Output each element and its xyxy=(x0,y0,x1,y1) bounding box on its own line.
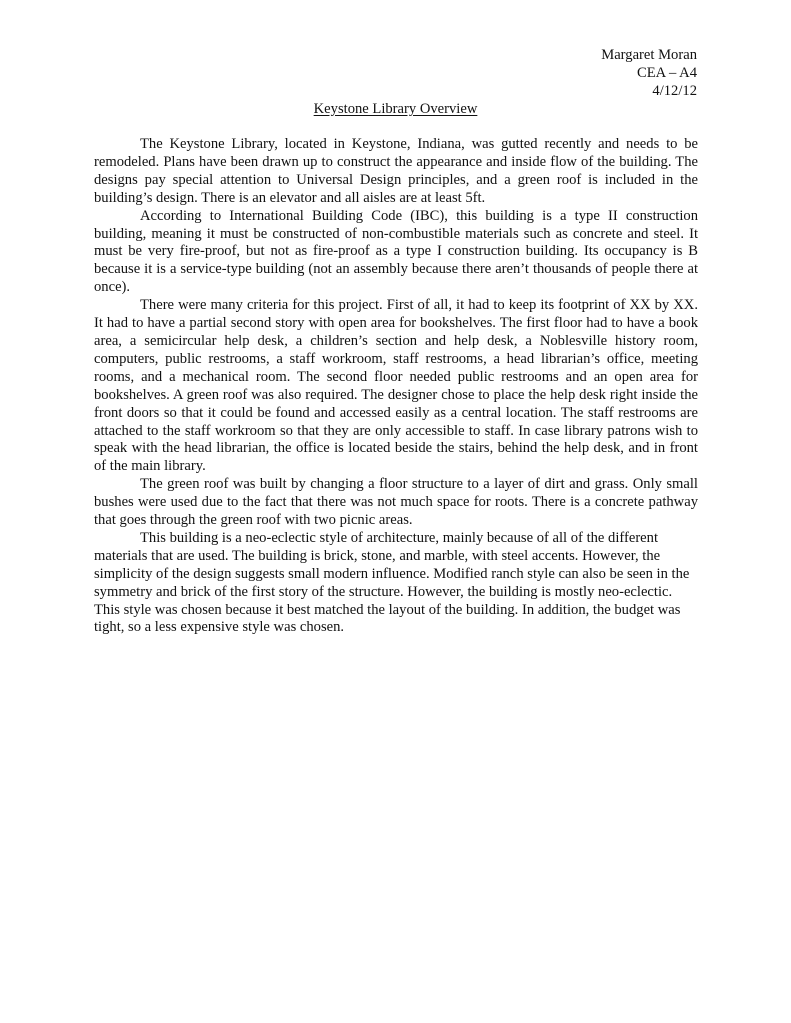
header-block xyxy=(601,46,697,100)
paragraph-criteria: There were many criteria for this project. First of all, it had to keep its footprint of XX by XX. It had to have a partial second story with open area for bookshelves. The first floor had to have a book area, a semicircular help desk, a children’s section and help desk, a Noblesville history room, computers, public restrooms, a staff workroom, staff restrooms, a head librarian’s office, meeting rooms, and a mechanical room. The second floor needed public restrooms and an open area for bookshelves. A green roof was also required. The designer chose to place the help desk right inside the front doors so that it could be found and accessed easily as a central location. The staff restrooms are attached to the staff workroom so that they are only accessible to staff. In case library patrons wish to speak with the head librarian, the office is located beside the stairs, behind the help desk, and in front of the main library. xyxy=(94,297,698,475)
paragraph-green-roof: The green roof was built by changing a floor structure to a layer of dirt and grass. Only small bushes were used due to the fact that there was not much space for roots. There is a concrete pathway that goes through the green roof with two picnic areas. xyxy=(94,476,698,529)
document-body xyxy=(94,136,698,637)
page-title: Keystone Library Overview xyxy=(313,101,478,117)
document-date: 4/12/12 xyxy=(652,83,697,99)
course-code: CEA – A4 xyxy=(636,65,697,81)
paragraph-architecture-style: This building is a neo-eclectic style of architecture, mainly because of all of the different materials that are used. The building is brick, stone, and marble, with steel accents. However, the simplicity of the design suggests small modern influence. Modified ranch style can also be seen in the symmetry and brick of the first story of the structure. However, the building is mostly neo-eclectic. This style was chosen because it best matched the layout of the building. In addition, the budget was tight, so a less expensive style was chosen. xyxy=(94,529,690,636)
author-name: Margaret Moran xyxy=(601,47,697,63)
paragraph-introduction: The Keystone Library, located in Keystone, Indiana, was gutted recently and needs to be remodeled. Plans have been drawn up to construct the appearance and inside flow of the building. The designs pay special attention to Universal Design principles, and a green roof is included in the building’s design. There is an elevator and all aisles are at least 5ft. xyxy=(94,136,698,206)
page-title-container xyxy=(0,100,791,118)
paragraph-building-code: According to International Building Code (IBC), this building is a type II construction building, meaning it must be constructed of non-combustible materials such as concrete and steel. It must be very fire-proof, but not as fire-proof as a type I construction building. Its occupancy is B because it is a service-type building (not an assembly because there aren’t thousands of people there at once). xyxy=(94,207,698,296)
